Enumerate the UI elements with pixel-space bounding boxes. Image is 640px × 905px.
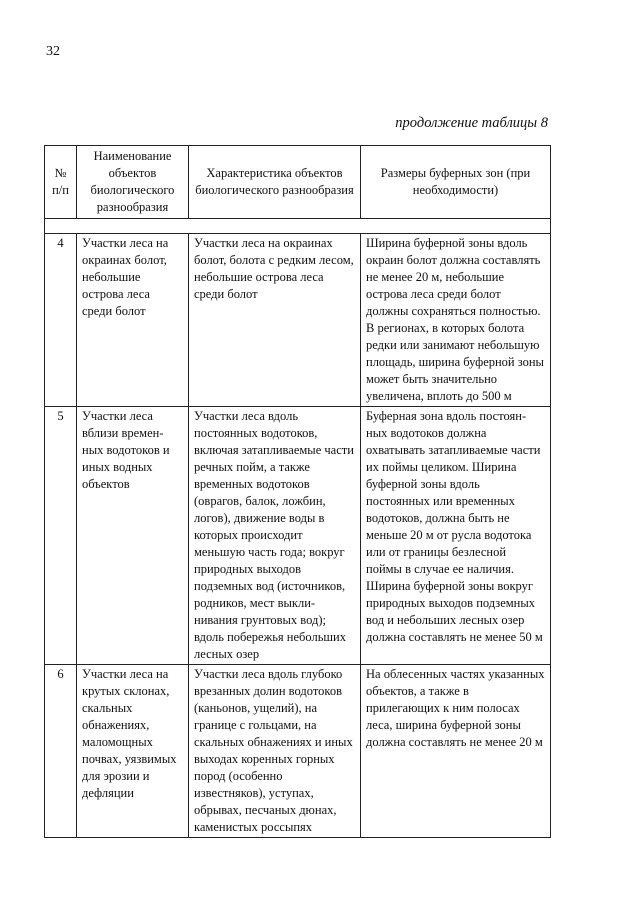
row-num: 6 <box>45 665 77 838</box>
page-number: 32 <box>46 44 60 59</box>
row-name: Участки леса вблизи времен-ных водотоков и иных водных объектов <box>77 407 189 665</box>
row-buffer-cell <box>361 407 551 665</box>
table-header-row <box>45 146 551 219</box>
row-buffer: Буферная зона вдоль постоян-ных водотоков должна охватывать затапливаемые части их поймы целиком. Ширина буферной зоны вдоль постоянных или временных водотоков, должна быть не меньше 20 м от русла водотока или от границы безлесной поймы в случае ее наличия. <box>366 409 541 576</box>
table-spacer-row <box>45 219 551 234</box>
table-row <box>45 407 551 665</box>
biodiversity-buffer-table <box>44 145 551 838</box>
table-continuation-caption: продолжение таблицы 8 <box>395 115 548 131</box>
row-name: Участки леса на окраинах болот, небольшие острова леса среди болот <box>77 234 189 407</box>
row-characteristics: Участки леса вдоль глубоко врезанных долин водотоков (каньонов, ущелий), на границе с гольцами, на скальных обнажениях и иных выходах коренных горных пород (особенно известняков), уступах, обрывах, песчаных дюнах, каменистых россыпях <box>189 665 361 838</box>
row-characteristics: Участки леса на окраинах болот, болота с редким лесом, небольшие острова леса среди болот <box>189 234 361 407</box>
row-num: 4 <box>45 234 77 407</box>
header-name: Наименование объектов биологического разнообразия <box>77 146 189 219</box>
row-characteristics: Участки леса вдоль постоянных водотоков, включая затапливаемые части речных пойм, а также временных водотоков (оврагов, балок, ложбин, логов), движение воды в которых происходит меньшую часть года; вокруг природных выходов подземных вод (источников, родников, мест выкли-нивания грунтовых вод); вдоль побережья небольших лесных озер <box>189 407 361 665</box>
row-buffer: На облесенных частях указанных объектов, а также в прилегающих к ним полосах леса, ширина буферной зоны должна составлять не менее 20 м <box>361 665 551 838</box>
row-name: Участки леса на крутых склонах, скальных обнажениях, маломощных почвах, уязвимых для эрозии и дефляции <box>77 665 189 838</box>
row-num: 5 <box>45 407 77 665</box>
header-buffer: Размеры буферных зон (при необходимости) <box>361 146 551 219</box>
header-num: № п/п <box>45 146 77 219</box>
spacer-cell <box>45 219 551 234</box>
row-buffer-extra: Ширина буферной зоны вокруг природных выходов подземных вод и небольших лесных озер должна составлять не менее 50 м <box>366 579 543 644</box>
row-buffer: Ширина буферной зоны вдоль окраин болот должна составлять не менее 20 м, небольшие острова леса среди болот должны сохраняться полностью. В регионах, в которых болота редки или занимают небольшую площадь, ширина буферной зоны может быть значительно увеличена, вплоть до 500 м <box>361 234 551 407</box>
header-characteristics: Характеристика объектов биологического разнообразия <box>189 146 361 219</box>
table-row <box>45 665 551 838</box>
table-row <box>45 234 551 407</box>
